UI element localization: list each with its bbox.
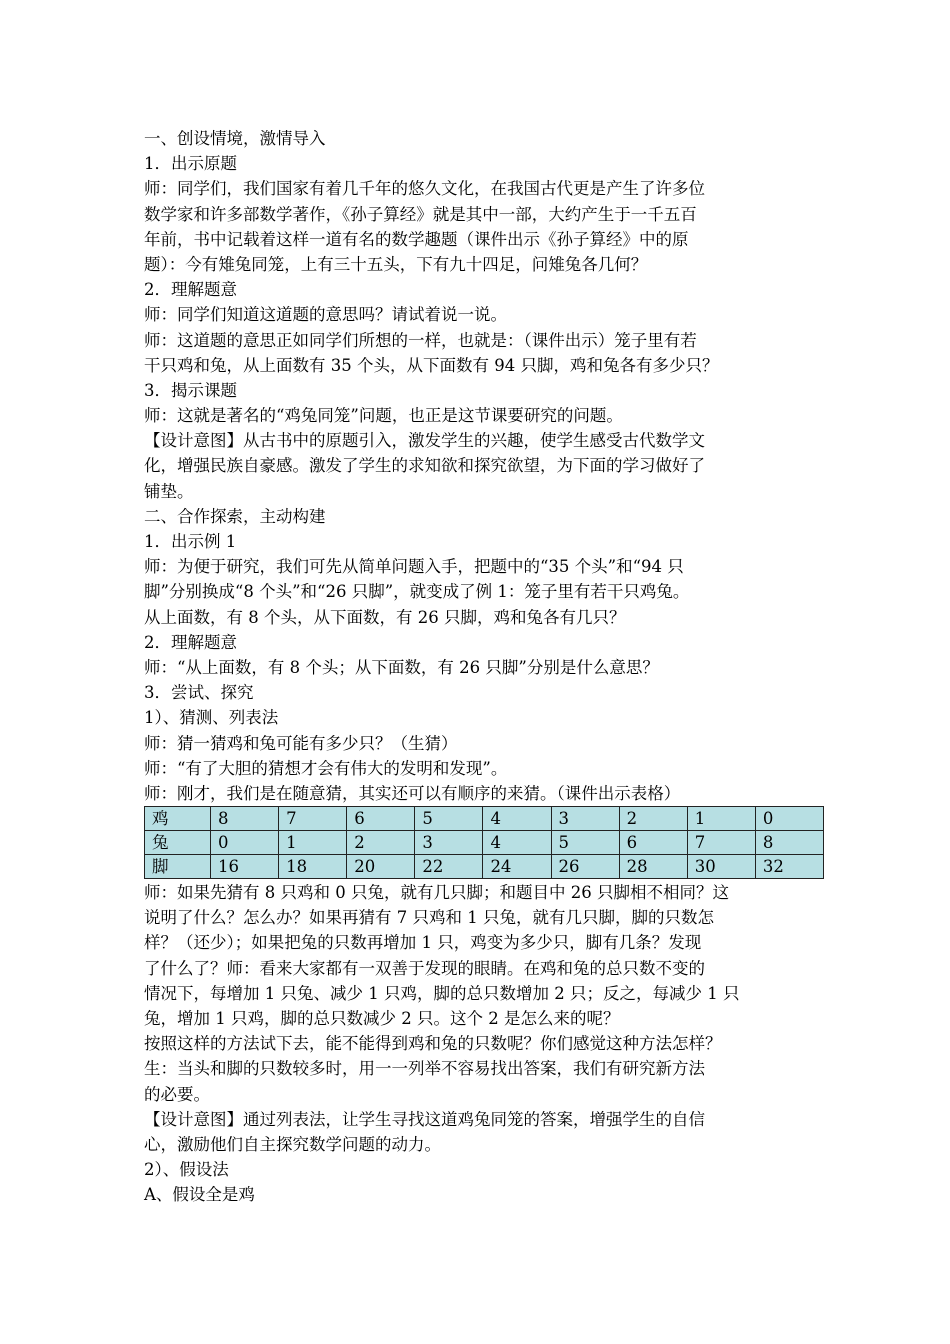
- paragraph-line: 师：同学们，我们国家有着几千年的悠久文化，在我国古代更是产生了许多位: [144, 179, 705, 199]
- paragraph-line: 师：为便于研究，我们可先从简单问题入手，把题中的“35 个头”和“94 只: [144, 557, 684, 577]
- paragraph-line: 兔，增加 1 只鸡，脚的总只数减少 2 只。这个 2 是怎么来的呢？: [144, 1009, 620, 1028]
- table-cell: 2: [347, 831, 415, 855]
- table-cell: 1: [687, 807, 755, 831]
- table-row-chicken: [145, 807, 824, 831]
- section-2-step-3-title: 3．尝试、探究: [144, 683, 254, 703]
- method-2-subtitle: A、假设全是鸡: [144, 1185, 255, 1205]
- table-cell: 28: [619, 855, 687, 879]
- paragraph-line: 的必要。: [144, 1084, 210, 1104]
- table-cell: 5: [415, 807, 483, 831]
- table-cell: 7: [687, 831, 755, 855]
- table-cell: 6: [347, 807, 415, 831]
- table-cell: 7: [279, 807, 347, 831]
- design-intent-line: 铺垫。: [144, 481, 194, 501]
- table-cell: 20: [347, 855, 415, 879]
- row-label: 兔: [145, 831, 211, 855]
- table-row-feet: [145, 855, 824, 879]
- paragraph-line: 说明了什么？怎么办？如果再猜有 7 只鸡和 1 只兔，就有几只脚，脚的只数怎: [144, 908, 714, 928]
- table-cell: 30: [687, 855, 755, 879]
- table-row-rabbit: [145, 831, 824, 855]
- paragraph-line: 年前，书中记载着这样一道有名的数学趣题（课件出示《孙子算经》中的原: [144, 229, 689, 249]
- table-cell: 4: [483, 807, 551, 831]
- paragraph-line: 数学家和许多部数学著作，《孙子算经》就是其中一部，大约产生于一千五百: [144, 204, 697, 224]
- paragraph-line: 干只鸡和兔，从上面数有 35 个头，从下面数有 94 只脚，鸡和兔各有多少只？: [144, 355, 719, 375]
- method-2-title: 2）、假设法: [144, 1160, 229, 1180]
- row-label: 鸡: [145, 807, 211, 831]
- paragraph-line: 情况下，每增加 1 只兔、减少 1 只鸡，脚的总只数增加 2 只；反之，每减少 1 只: [144, 983, 740, 1003]
- paragraph-line: 生：当头和脚的只数较多时，用一一列举不容易找出答案，我们有研究新方法: [144, 1059, 705, 1079]
- paragraph-line: 师：“有了大胆的猜想才会有伟大的发明和发现”。: [144, 758, 508, 778]
- table-cell: 16: [211, 855, 279, 879]
- table-cell: 32: [755, 855, 823, 879]
- section-2-step-2-title: 2．理解题意: [144, 632, 237, 652]
- table-cell: 8: [211, 807, 279, 831]
- paragraph-line: 了什么了？师：看来大家都有一双善于发现的眼睛。在鸡和兔的总只数不变的: [144, 958, 705, 978]
- table-cell: 22: [415, 855, 483, 879]
- guess-table: [144, 806, 824, 879]
- table-cell: 2: [619, 807, 687, 831]
- table-cell: 0: [211, 831, 279, 855]
- paragraph-line: 师：猜一猜鸡和兔可能有多少只？（生猜）: [144, 733, 458, 753]
- method-1-title: 1）、猜测、列表法: [144, 708, 279, 728]
- design-intent-line: 【设计意图】通过列表法，让学生寻找这道鸡兔同笼的答案，增强学生的自信: [144, 1109, 705, 1129]
- section-1-step-2-title: 2．理解题意: [144, 280, 237, 300]
- table-cell: 8: [755, 831, 823, 855]
- table-cell: 6: [619, 831, 687, 855]
- section-1-heading: 一、创设情境，激情导入: [144, 129, 326, 148]
- section-2-heading: 二、合作探索，主动构建: [144, 506, 326, 526]
- section-1-step-1-title: 1．出示原题: [144, 154, 237, 174]
- design-intent-line: 【设计意图】从古书中的原题引入，激发学生的兴趣，使学生感受古代数学文: [144, 431, 705, 451]
- table-cell: 24: [483, 855, 551, 879]
- document-page: [144, 126, 808, 1208]
- table-cell: 0: [755, 807, 823, 831]
- paragraph-line: 师：刚才，我们是在随意猜，其实还可以有顺序的来猜。（课件出示表格）: [144, 783, 681, 803]
- table-cell: 5: [551, 831, 619, 855]
- table-cell: 3: [415, 831, 483, 855]
- paragraph-line: 师：这道题的意思正如同学们所想的一样，也就是：（课件出示）笼子里有若: [144, 330, 697, 350]
- paragraph-line: 按照这样的方法试下去，能不能得到鸡和兔的只数呢？你们感觉这种方法怎样？: [144, 1034, 722, 1054]
- paragraph-line: 师：同学们知道这道题的意思吗？请试着说一说。: [144, 305, 507, 325]
- table-cell: 1: [279, 831, 347, 855]
- table-cell: 3: [551, 807, 619, 831]
- table-cell: 18: [279, 855, 347, 879]
- section-2-step-1-title: 1．出示例 1: [144, 532, 237, 551]
- design-intent-line: 心，激励他们自主探究数学问题的动力。: [144, 1134, 441, 1154]
- paragraph-line: 师：这就是著名的“鸡兔同笼”问题，也正是这节课要研究的问题。: [144, 406, 623, 426]
- paragraph-line: 样？（还少）；如果把兔的只数再增加 1 只，鸡变为多少只，脚有几条？发现: [144, 933, 702, 953]
- paragraph-line: 师：“从上面数，有 8 个头；从下面数，有 26 只脚”分别是什么意思？: [144, 657, 659, 677]
- table-cell: 4: [483, 831, 551, 855]
- row-label: 脚: [145, 855, 211, 879]
- section-1-step-3-title: 3．揭示课题: [144, 380, 237, 400]
- design-intent-line: 化，增强民族自豪感。激发了学生的求知欲和探究欲望，为下面的学习做好了: [144, 456, 705, 476]
- paragraph-line: 脚”分别换成“8 个头”和“26 只脚”，就变成了例 1：笼子里有若干只鸡兔。: [144, 582, 690, 602]
- paragraph-line: 从上面数，有 8 个头，从下面数，有 26 只脚，鸡和兔各有几只？: [144, 607, 626, 627]
- paragraph-line: 师：如果先猜有 8 只鸡和 0 只兔，就有几只脚；和题目中 26 只脚相不相同？这: [144, 883, 729, 903]
- table-cell: 26: [551, 855, 619, 879]
- paragraph-line: 题）：今有雉兔同笼，上有三十五头，下有九十四足，问雉兔各几何？: [144, 254, 648, 274]
